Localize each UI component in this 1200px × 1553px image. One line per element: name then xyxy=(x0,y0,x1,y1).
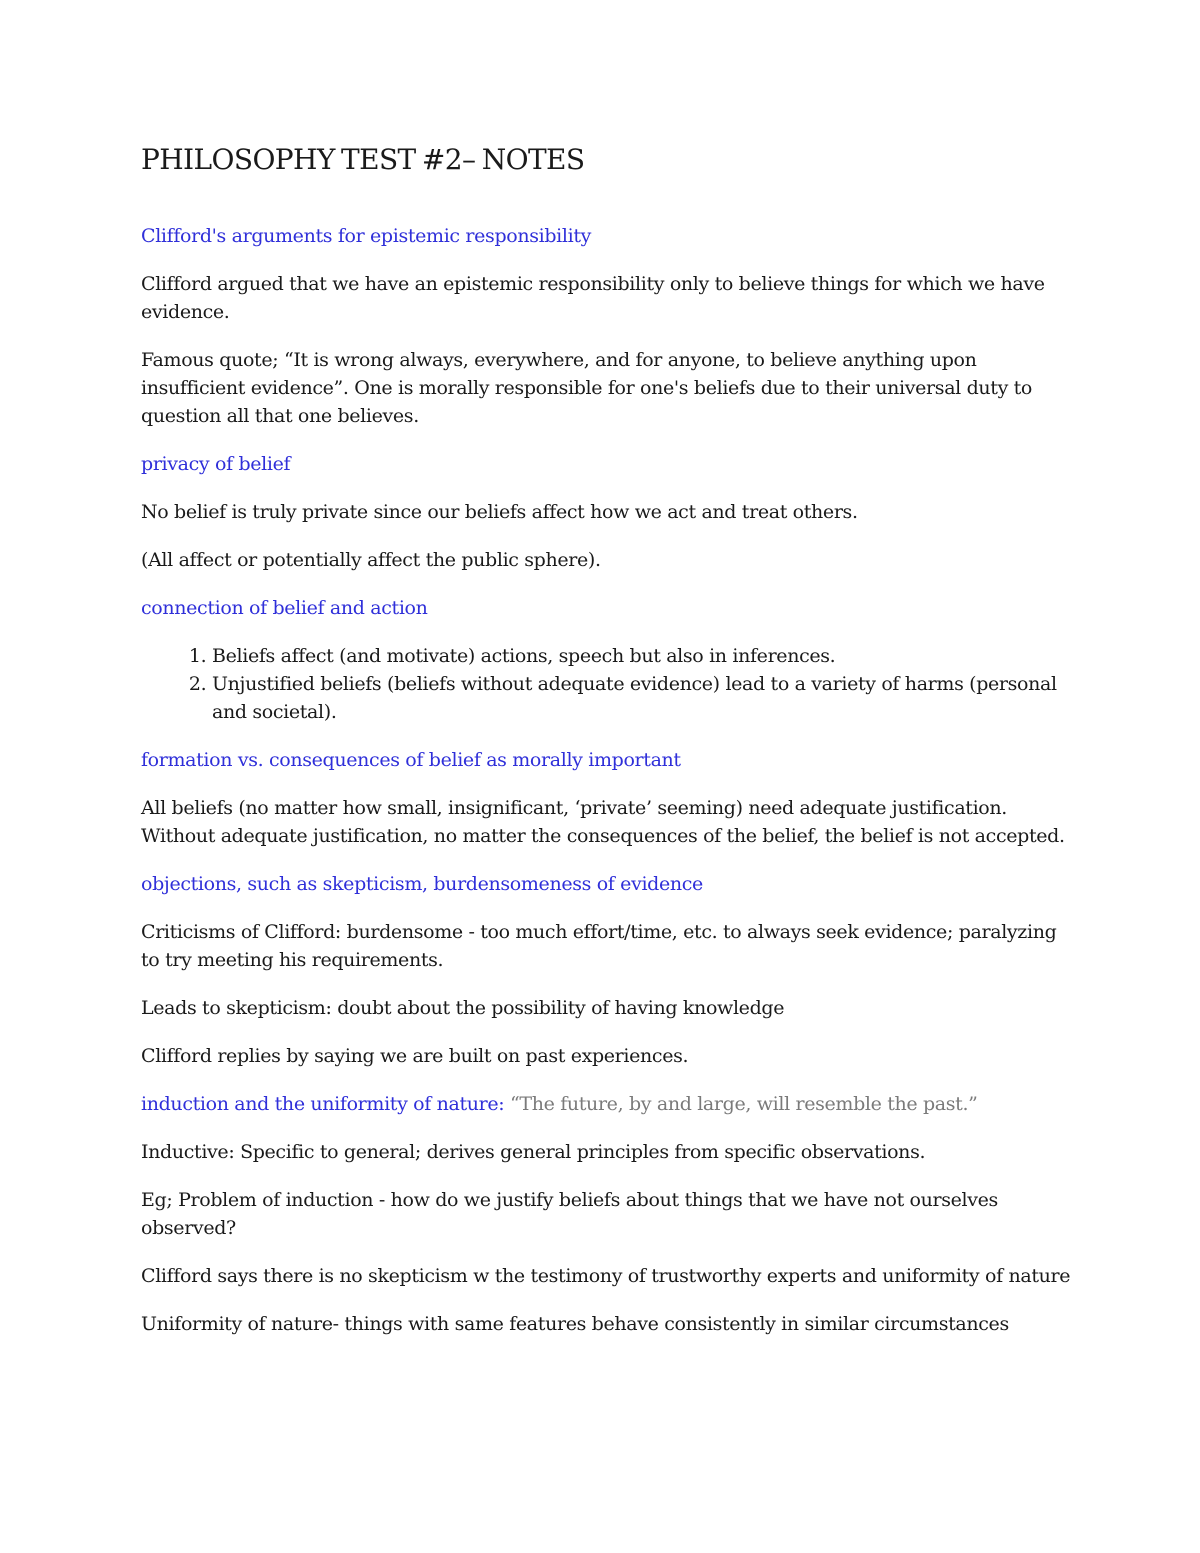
section-heading-privacy-of-belief: privacy of belief xyxy=(141,453,291,475)
section-heading-epistemic-responsibility: Clifford's arguments for epistemic responsibility xyxy=(141,225,592,247)
paragraph: Leads to skepticism: doubt about the possibility of having knowledge xyxy=(141,997,785,1019)
section-heading-induction xyxy=(141,1090,1076,1118)
paragraph: Inductive: Specific to general; derives general principles from specific observations. xyxy=(141,1141,926,1163)
section-heading-formation-vs-consequences: formation vs. consequences of belief as morally important xyxy=(141,749,681,771)
paragraph: Eg; Problem of induction - how do we justify beliefs about things that we have not ourselves observed? xyxy=(141,1189,998,1239)
list-item: 1. Beliefs affect (and motivate) actions, speech but also in inferences. xyxy=(212,642,1076,670)
section-heading-belief-and-action: connection of belief and action xyxy=(141,597,428,619)
paragraph: (All affect or potentially affect the public sphere). xyxy=(141,549,601,571)
paragraph: Clifford argued that we have an epistemic responsibility only to believe things for which we have evidence. xyxy=(141,273,1045,323)
section-heading-objections: objections, such as skepticism, burdensomeness of evidence xyxy=(141,873,703,895)
paragraph: Famous quote; “It is wrong always, everywhere, and for anyone, to believe anything upon insufficient evidence”. One is morally responsible for one's beliefs due to their universal duty to question all that one believes. xyxy=(141,349,1033,427)
heading-text: induction and the uniformity of nature: xyxy=(141,1093,505,1115)
paragraph: Clifford replies by saying we are built on past experiences. xyxy=(141,1045,689,1067)
paragraph: Uniformity of nature- things with same features behave consistently in similar circumstances xyxy=(141,1313,1009,1335)
numbered-list xyxy=(141,642,1076,726)
paragraph: Clifford says there is no skepticism w the testimony of trustworthy experts and uniformity of nature xyxy=(141,1265,1071,1287)
document-page xyxy=(141,140,1076,1358)
paragraph: All beliefs (no matter how small, insignificant, ‘private’ seeming) need adequate justification. Without adequate justification, no matter the consequences of the belief, the belief is not accepted. xyxy=(141,797,1065,847)
heading-quote: “The future, by and large, will resemble the past.” xyxy=(510,1093,978,1115)
page-title: PHILOSOPHY TEST #2– NOTES xyxy=(141,143,585,176)
paragraph: Criticisms of Clifford: burdensome - too much effort/time, etc. to always seek evidence; paralyzing to try meeting his requirements. xyxy=(141,921,1057,971)
list-item: 2. Unjustified beliefs (beliefs without adequate evidence) lead to a variety of harms (personal and societal). xyxy=(212,670,1076,726)
paragraph: No belief is truly private since our beliefs affect how we act and treat others. xyxy=(141,501,858,523)
